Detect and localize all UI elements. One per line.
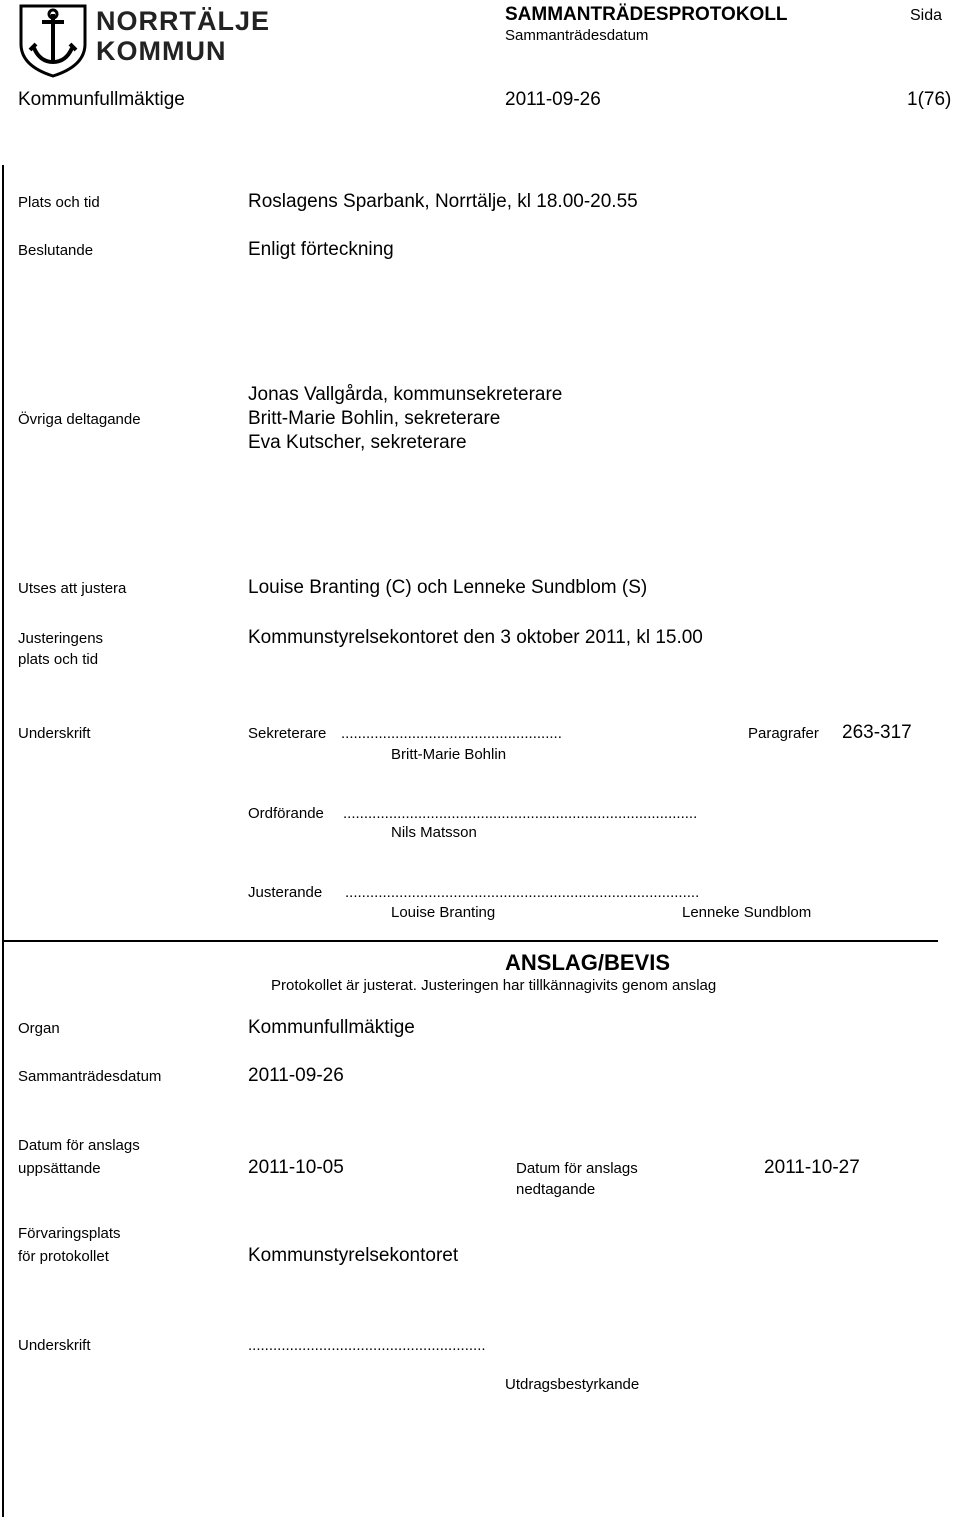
logo-text-line1: NORRTÄLJE (96, 6, 271, 36)
posting-label-2: uppsättande (18, 1160, 101, 1177)
storage-label-2: för protokollet (18, 1248, 109, 1265)
adjust-place-label-1: Justeringens (18, 630, 104, 647)
norrtalje-coat-of-arms-logo (18, 4, 88, 78)
posting-label-1: Datum för anslags (18, 1137, 140, 1154)
others-line-1: Jonas Vallgårda, kommunsekreterare (248, 384, 563, 405)
adjust-value: Louise Branting (C) och Lenneke Sundblom (S) (248, 577, 648, 598)
removal-label-1: Datum för anslags (516, 1160, 638, 1177)
paragraphs-label: Paragrafer (748, 725, 819, 742)
storage-value: Kommunstyrelsekontoret (248, 1245, 459, 1266)
page-label: Sida (910, 7, 943, 24)
chair-signature-line: ..................................................................................... (343, 805, 698, 822)
notice-date-label: Sammanträdesdatum (18, 1068, 162, 1085)
chair-label: Ordförande (248, 805, 324, 822)
adjuster-name-2: Lenneke Sundblom (682, 904, 812, 921)
signature-label: Underskrift (18, 725, 91, 742)
adjustment-divider (2, 940, 938, 942)
secretary-name: Britt-Marie Bohlin (391, 746, 507, 763)
others-line-2: Britt-Marie Bohlin, sekreterare (248, 408, 501, 429)
notice-signature-line: ......................................................... (248, 1337, 486, 1354)
notice-date-value: 2011-09-26 (248, 1065, 344, 1086)
others-line-3: Eva Kutscher, sekreterare (248, 432, 467, 453)
adjuster-signature-line: ..................................................................................... (345, 884, 700, 901)
removal-value: 2011-10-27 (764, 1157, 860, 1178)
document-title: SAMMANTRÄDESPROTOKOLL (505, 4, 788, 25)
notice-signature-label: Underskrift (18, 1337, 91, 1354)
others-label: Övriga deltagande (18, 411, 141, 428)
storage-label-1: Förvaringsplats (18, 1225, 121, 1242)
paragraphs-value: 263-317 (842, 722, 912, 743)
adjuster-name-1: Louise Branting (391, 904, 496, 921)
adjuster-label: Justerande (248, 884, 323, 901)
posting-value: 2011-10-05 (248, 1157, 344, 1178)
chair-name: Nils Matsson (391, 824, 477, 841)
header-date: 2011-09-26 (505, 89, 601, 110)
notice-title: ANSLAG/BEVIS (505, 950, 671, 975)
removal-label-2: nedtagande (516, 1181, 596, 1198)
place-value: Roslagens Sparbank, Norrtälje, kl 18.00-20.55 (248, 191, 638, 212)
adjust-place-label-2: plats och tid (18, 651, 99, 668)
deciding-label: Beslutande (18, 242, 94, 259)
notice-organ-label: Organ (18, 1020, 60, 1037)
place-label: Plats och tid (18, 194, 100, 211)
deciding-value: Enligt förteckning (248, 239, 394, 260)
notice-subtitle: Protokollet är justerat. Justeringen har tillkännagivits genom anslag (271, 977, 717, 994)
secretary-signature-line: ..................................................... (341, 725, 562, 742)
adjust-place-value: Kommunstyrelsekontoret den 3 oktober 2011, kl 15.00 (248, 627, 703, 648)
certify-label: Utdragsbestyrkande (505, 1376, 640, 1393)
left-border-line (2, 165, 4, 1517)
logo-text-line2: KOMMUN (96, 36, 227, 66)
secretary-label: Sekreterare (248, 725, 327, 742)
notice-organ-value: Kommunfullmäktige (248, 1017, 415, 1038)
document-subtitle: Sammanträdesdatum (505, 27, 649, 44)
header-organ: Kommunfullmäktige (18, 89, 185, 110)
adjust-label: Utses att justera (18, 580, 127, 597)
header-page-number: 1(76) (907, 89, 952, 110)
